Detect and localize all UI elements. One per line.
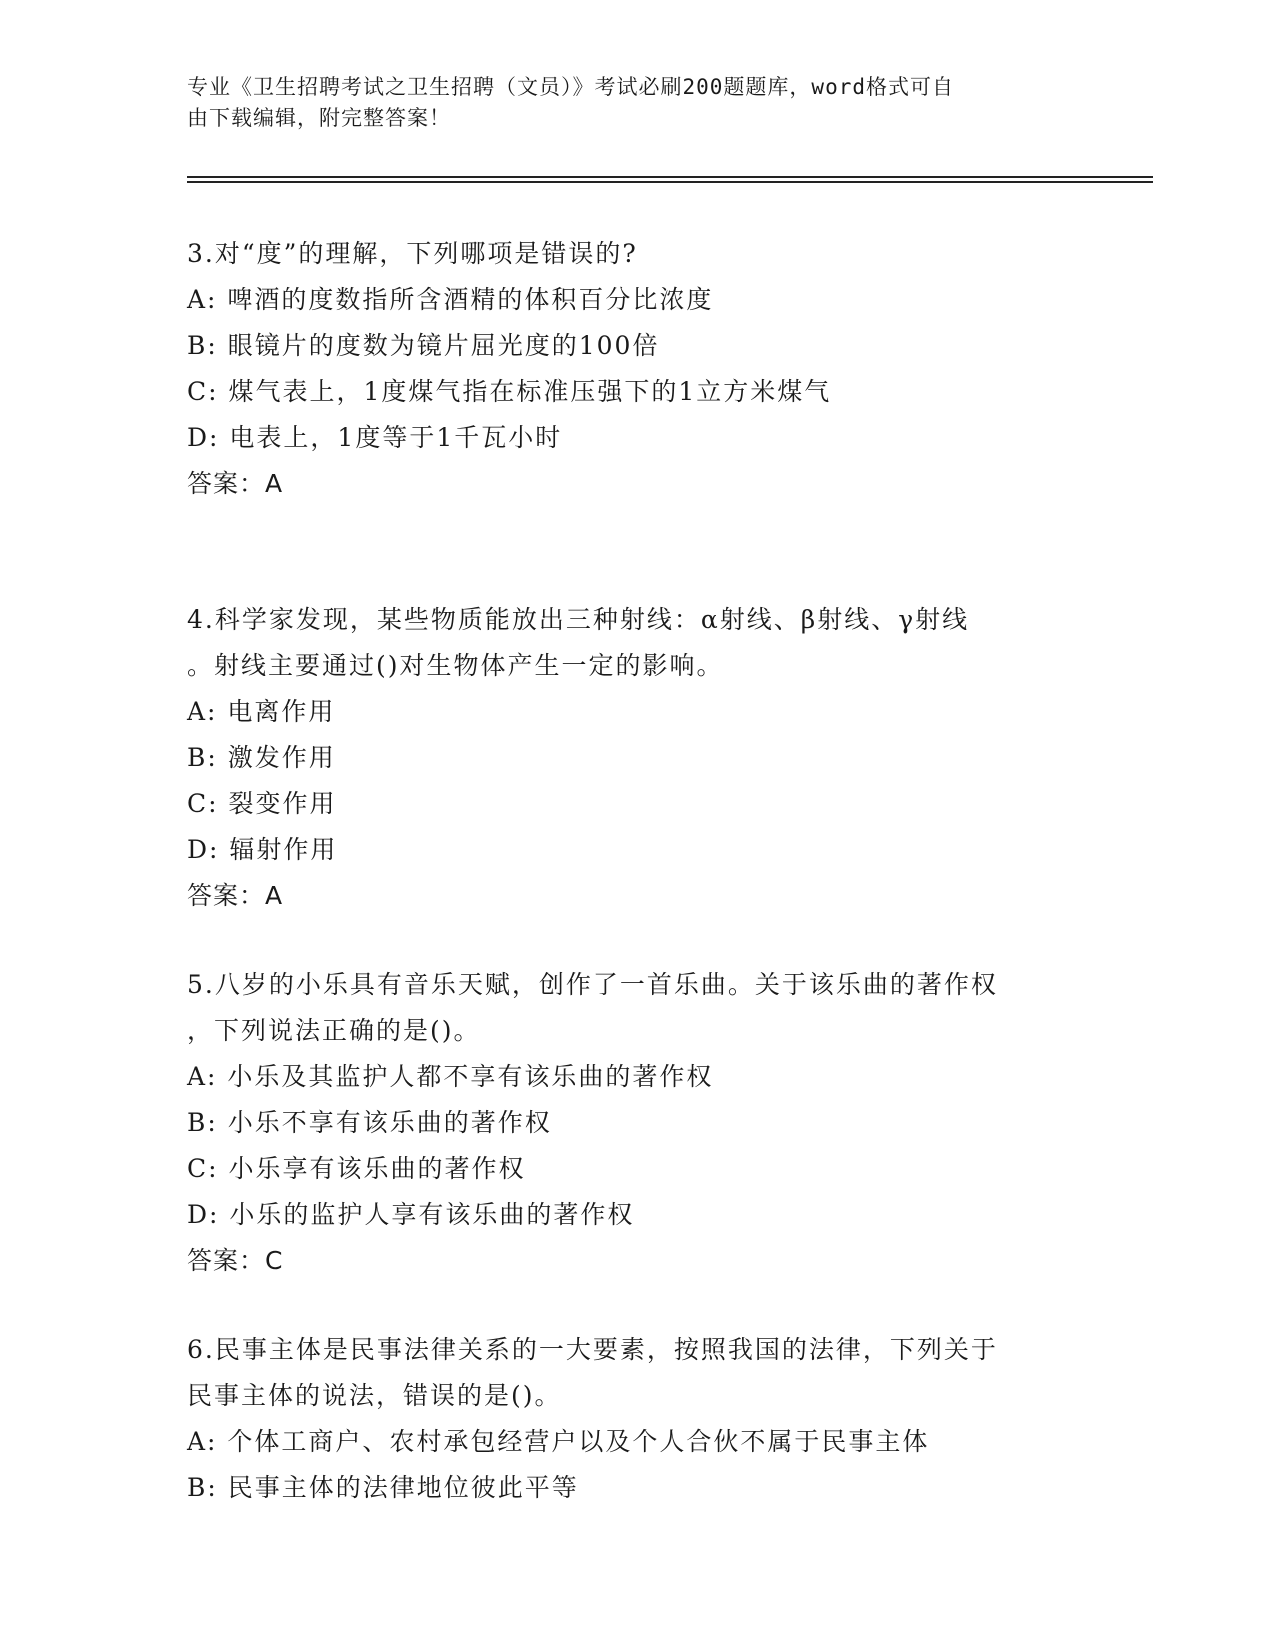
option-d: D: 辐射作用 <box>187 835 338 864</box>
header-line-2: 由下载编辑，附完整答案！ <box>187 106 451 130</box>
question-3 <box>187 231 1087 507</box>
document-header <box>187 72 1067 134</box>
option-d: D: 小乐的监护人享有该乐曲的著作权 <box>187 1200 635 1229</box>
question-stem: 5.八岁的小乐具有音乐天赋，创作了一首乐曲。关于该乐曲的著作权 <box>187 970 998 999</box>
option-c: C: 裂变作用 <box>187 789 337 818</box>
option-c: C: 小乐享有该乐曲的著作权 <box>187 1154 526 1183</box>
option-b: B: 民事主体的法律地位彼此平等 <box>187 1473 579 1502</box>
option-a: A: 电离作用 <box>187 697 336 726</box>
question-4 <box>187 597 1087 919</box>
question-stem: 3.对“度”的理解，下列哪项是错误的? <box>187 239 638 268</box>
answer-line: 答案：A <box>187 881 284 910</box>
option-b: B: 小乐不享有该乐曲的著作权 <box>187 1108 552 1137</box>
option-b: B: 激发作用 <box>187 743 336 772</box>
option-a: A: 啤酒的度数指所含酒精的体积百分比浓度 <box>187 285 714 314</box>
option-b: B: 眼镜片的度数为镜片屈光度的100倍 <box>187 331 660 360</box>
answer-line: 答案：A <box>187 469 284 498</box>
question-stem-continued: 。射线主要通过()对生物体产生一定的影响。 <box>187 651 724 680</box>
question-stem-continued: ，下列说法正确的是()。 <box>187 1016 481 1045</box>
option-a: A: 小乐及其监护人都不享有该乐曲的著作权 <box>187 1062 714 1091</box>
header-divider-top <box>187 176 1153 178</box>
question-stem-continued: 民事主体的说法，错误的是()。 <box>187 1381 562 1410</box>
question-6 <box>187 1327 1087 1511</box>
question-5 <box>187 962 1087 1284</box>
question-stem: 4.科学家发现，某些物质能放出三种射线：α射线、β射线、γ射线 <box>187 605 970 634</box>
option-a: A: 个体工商户、农村承包经营户以及个人合伙不属于民事主体 <box>187 1427 930 1456</box>
question-stem: 6.民事主体是民事法律关系的一大要素，按照我国的法律，下列关于 <box>187 1335 998 1364</box>
answer-line: 答案：C <box>187 1246 284 1275</box>
option-c: C: 煤气表上，1度煤气指在标准压强下的1立方米煤气 <box>187 377 832 406</box>
option-d: D: 电表上，1度等于1千瓦小时 <box>187 423 563 452</box>
header-divider-bottom <box>187 181 1153 183</box>
header-line-1: 专业《卫生招聘考试之卫生招聘（文员）》考试必刷200题题库，word格式可自 <box>187 75 954 99</box>
